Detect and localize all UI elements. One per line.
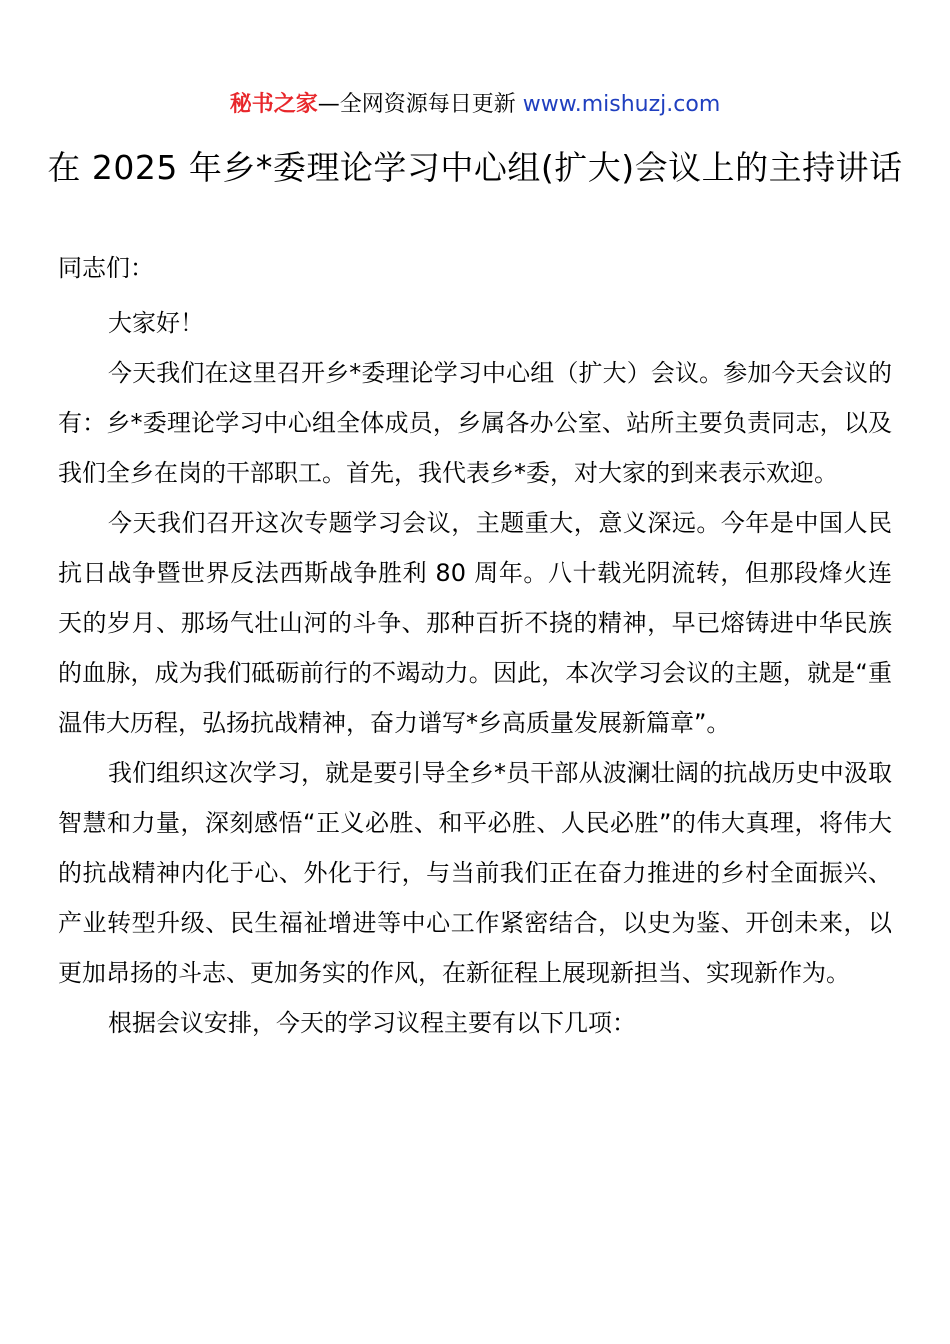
paragraph-theme: 今天我们召开这次专题学习会议，主题重大，意义深远。今年是中国人民抗日战争暨世界反法西斯战争胜利 80 周年。八十载光阴流转，但那段烽火连天的岁月、那场气壮山河的斗争、那种百折不挠的精神，早已熔铸进中华民族的血脉，成为我们砥砺前行的不竭动力。因此，本次学习会议的主题，就是“重温伟大历程，弘扬抗战精神，奋力谱写*乡高质量发展新篇章”。 bbox=[58, 509, 892, 737]
document-title: 在 2025 年乡*委理论学习中心组(扩大)会议上的主持讲话 bbox=[47, 148, 903, 187]
document-body bbox=[58, 298, 892, 1048]
site-header bbox=[0, 88, 950, 122]
paragraph-agenda: 根据会议安排，今天的学习议程主要有以下几项： bbox=[108, 1009, 636, 1037]
site-url-link[interactable]: www.mishuzj.com bbox=[522, 92, 721, 117]
brand-name: 秘书之家 bbox=[229, 92, 318, 117]
paragraph-attendance: 今天我们在这里召开乡*委理论学习中心组（扩大）会议。参加今天会议的有：乡*委理论学习中心组全体成员，乡属各办公室、站所主要负责同志，以及我们全乡在岗的干部职工。首先，我代表乡*委，对大家的到来表示欢迎。 bbox=[58, 359, 892, 487]
salutation: 同志们： bbox=[58, 254, 154, 282]
paragraph-purpose: 我们组织这次学习，就是要引导全乡*员干部从波澜壮阔的抗战历史中汲取智慧和力量，深刻感悟“正义必胜、和平必胜、人民必胜”的伟大真理，将伟大的抗战精神内化于心、外化于行，与当前我们正在奋力推进的乡村全面振兴、产业转型升级、民生福祉增进等中心工作紧密结合，以史为鉴、开创未来，以更加昂扬的斗志、更加务实的作风，在新征程上展现新担当、实现新作为。 bbox=[58, 759, 892, 987]
paragraph-greeting: 大家好！ bbox=[108, 309, 204, 337]
header-tagline: —全网资源每日更新 bbox=[317, 92, 523, 117]
